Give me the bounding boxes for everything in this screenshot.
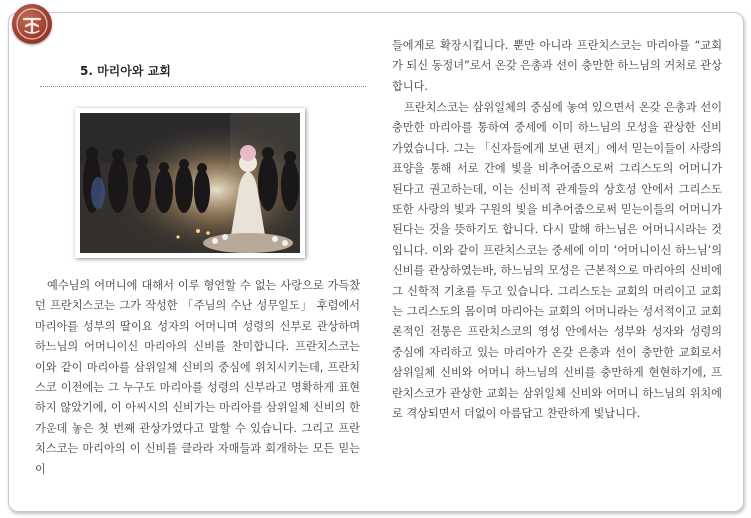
logo-emblem-icon bbox=[12, 4, 52, 44]
photo-frame bbox=[75, 108, 305, 258]
body-paragraph-left: 예수님의 어머니에 대해서 이루 형언할 수 없는 사랑으로 가득찼던 프란치스코는 그가 작성한 「주님의 수난 성무일도」 후렴에서 마리아를 성부의 딸이요 성자의 어머니며 성령의 신부로 관상하며 하느님의 어머니이신 마리아의 신비를 찬미합니다. 프란치스코는 이와 같이 마리아를 삼위일체 신비의 중심에 위치시키는데, 프란치스코 이전에는 그 누구도 마리아를 성령의 신부라고 명확하게 표현하지 않았기에, 이 아씨시의 신비가는 마리아를 삼위일체 신비의 한가운데 놓은 첫 번째 관상가였다고 말할 수 있습니다. 그리고 프란치스코는 마리아의 이 신비를 클라라 자매들과 회개하는 모든 믿는이 bbox=[35, 279, 360, 476]
body-paragraph-continuation: 들에게로 확장시킵니다. 뿐만 아니라 프란치스코는 마리아를 “교회가 되신 동정녀”로서 온갖 은총과 선이 충만한 하느님의 거처로 관상합니다. bbox=[392, 39, 722, 93]
marian-statue-photo bbox=[80, 113, 300, 253]
section-title: 5. 마리아와 교회 bbox=[80, 64, 171, 78]
title-divider bbox=[40, 86, 366, 87]
body-paragraph-right: 프란치스코는 삼위일체의 중심에 놓여 있으면서 온갖 은총과 선이 충만한 마리아를 통하여 중세에 이미 하느님의 모성을 관상한 신비가였습니다. 그는 「신자들에게 보낸 편지」에서 믿는이들이 사랑의 표양을 통해 서로 간에 빛을 비추어줌으로써 그리스도의 어머니가 된다고 권고하는데, 이는 신비적 관계들의 상호성 안에서 그리스도 또한 사랑의 빛과 구원의 빛을 비추어줌으로써 믿는이들의 어머니가 된다는 것을 뜻하기도 합니다. 다시 말해 하느님은 어머니시라는 것입니다. 이와 같이 프란치스코는 중세에 이미 ‘어머니이신 하느님’의 신비를 관상하였는바, 하느님의 모성은 근본적으로 마리아의 신비에 그 신학적 기초를 두고 있습니다. 그리스도는 교회의 머리이고 교회는 그리스도의 몸이며 마리아는 교회의 어머니라는 성서적이고 교회론적인 전통은 프란치스코의 영성 안에서는 성부와 성자와 성령의 중심에 자리하고 있는 마리아가 온갖 은총과 선이 충만한 교회로서 삼위일체 신비와 어머니 하느님의 신비를 충만하게 현현하기에, 프란치스코가 관상한 교회는 삼위일체 신비와 어머니 하느님의 위치에로 격상되면서 더없이 아름답고 찬란하게 빛납니다. bbox=[392, 101, 722, 421]
